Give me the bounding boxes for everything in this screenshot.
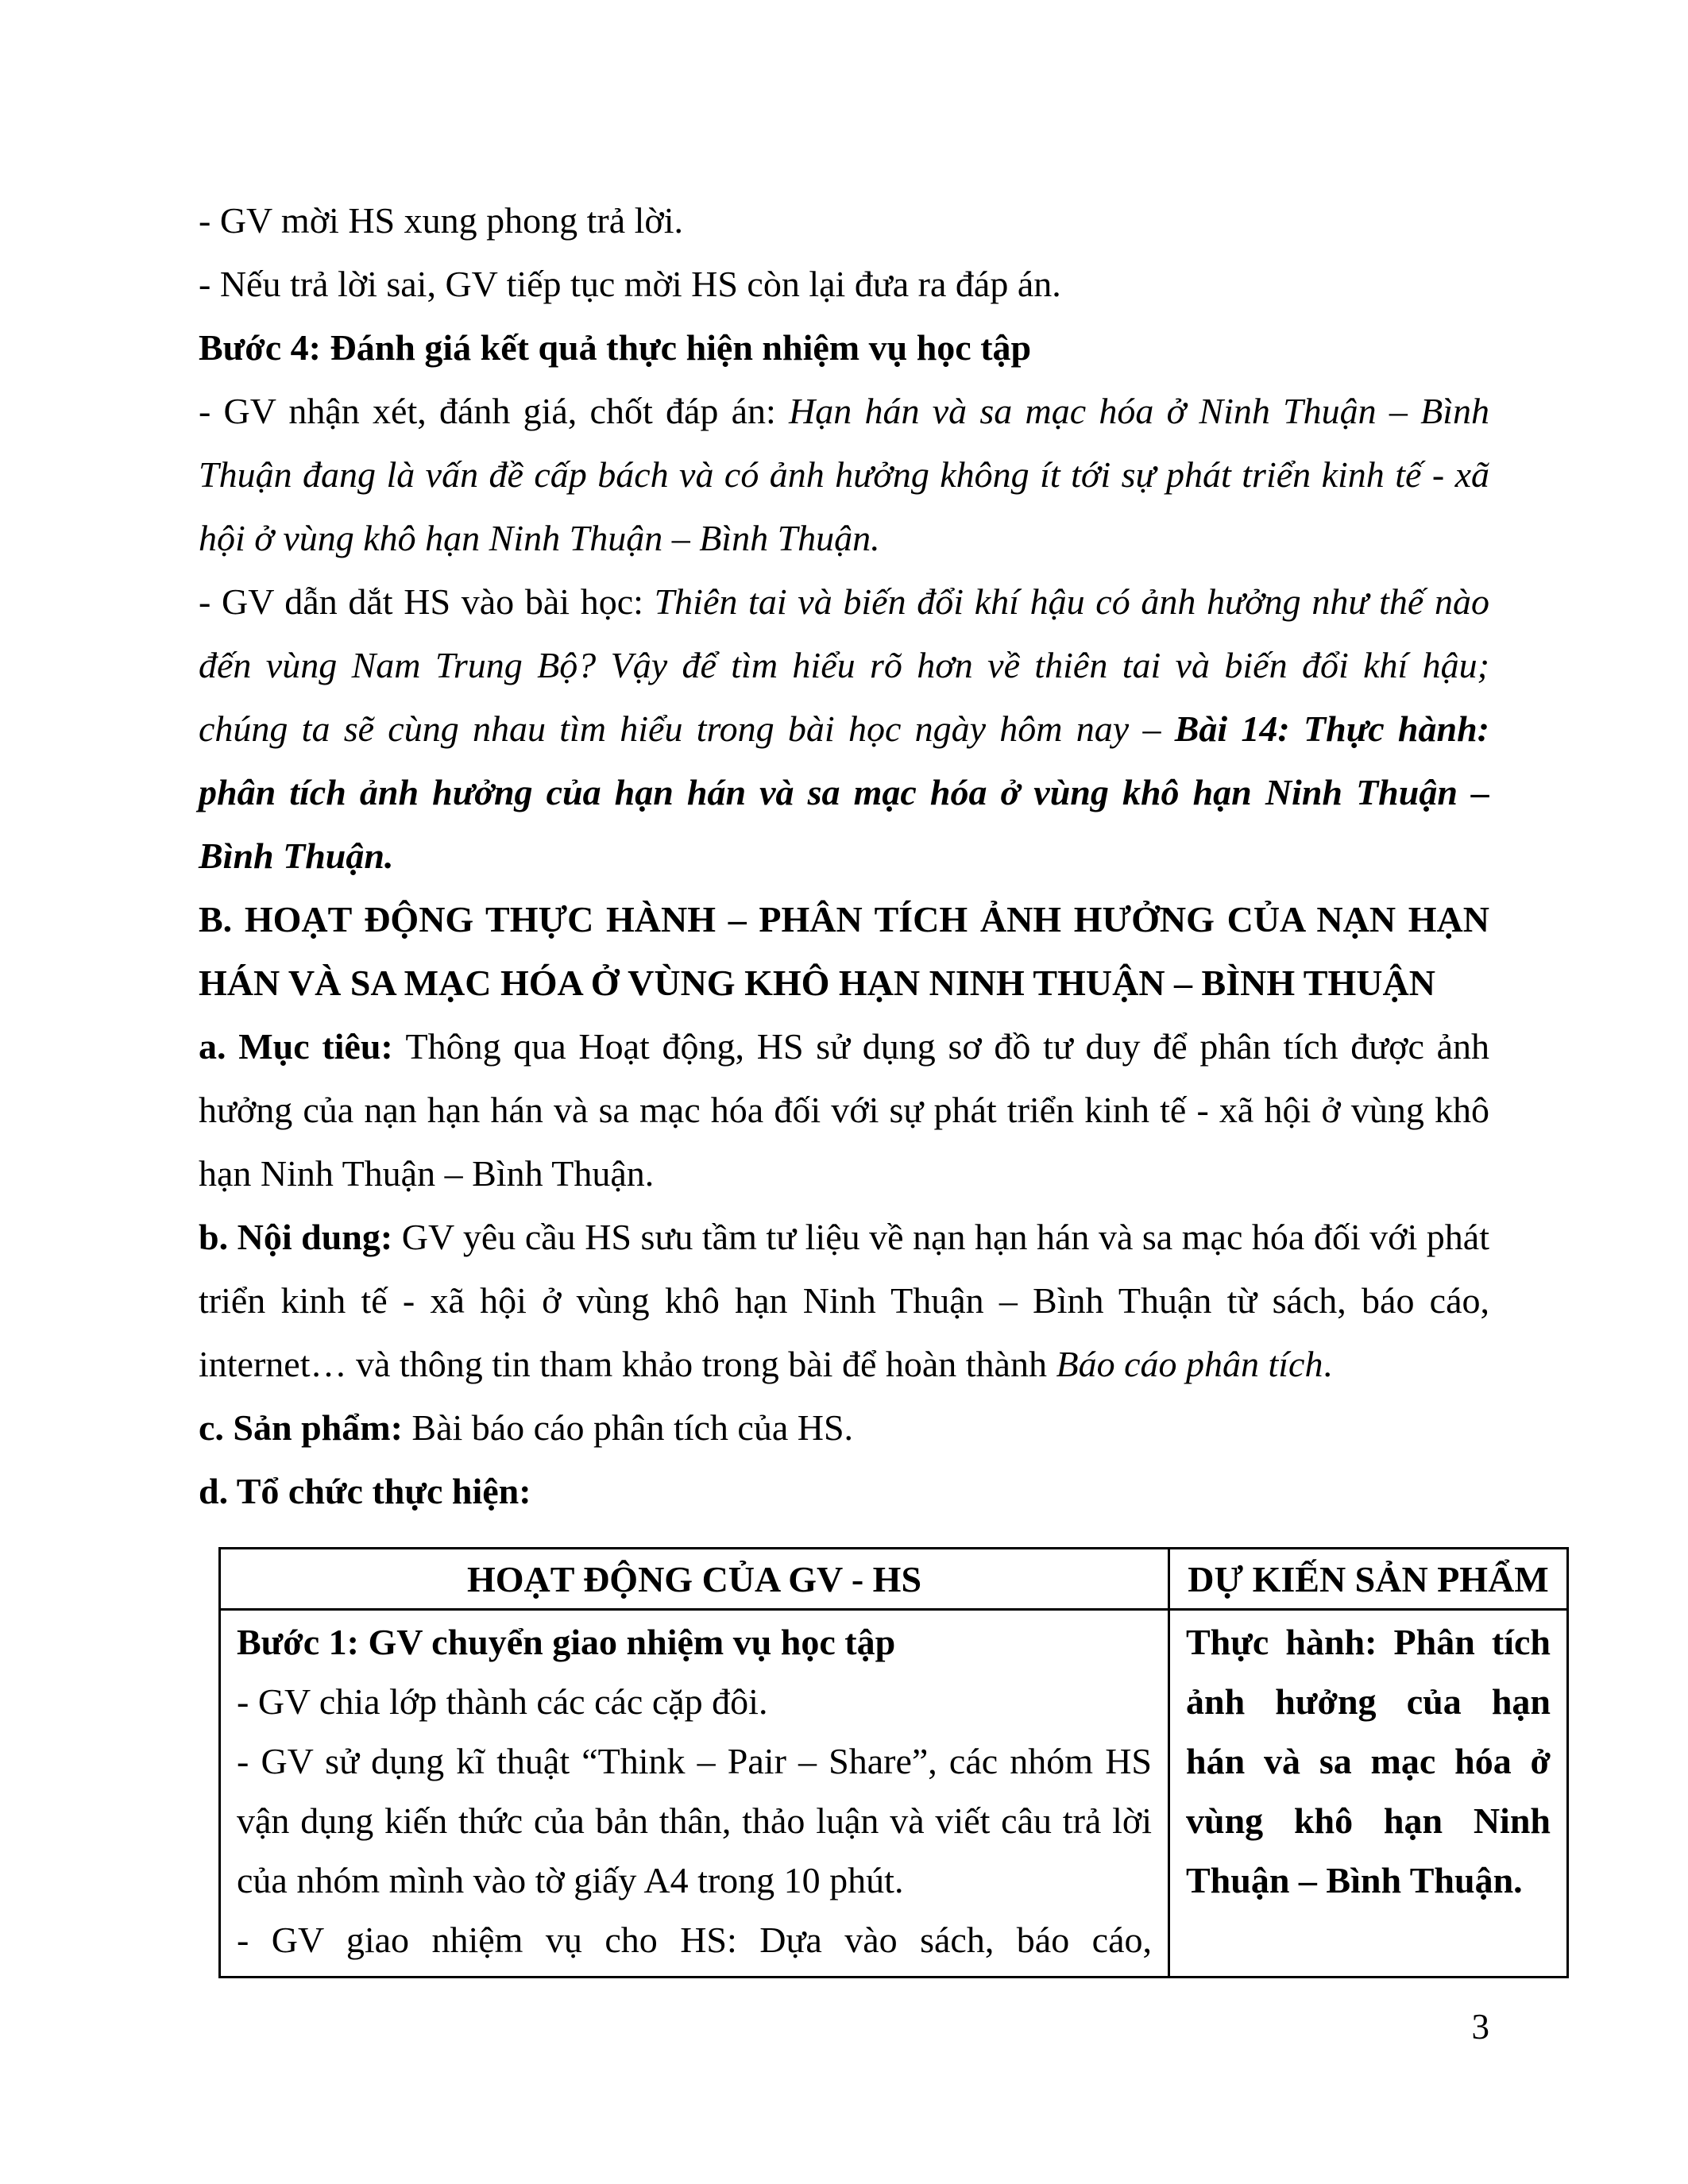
text-segment: - GV nhận xét, đánh giá, chốt đáp án:: [199, 391, 790, 431]
text-segment: - GV giao nhiệm vụ cho HS: Dựa vào sách, báo cáo,: [237, 1920, 1152, 1960]
paragraph: [199, 253, 1489, 316]
text-segment: GV yêu cầu HS sưu tầm tư liệu về nạn hạn hán và sa mạc hóa đối với phát triển kinh tế - xã hội ở vùng khô hạn Ninh Thuận – Bình Thuận từ sách, báo cáo, internet… và thông tin tham khảo trong bài để hoàn thành: [199, 1217, 1489, 1384]
table-header-row: [220, 1549, 1568, 1610]
text-segment: Bài báo cáo phân tích của HS.: [411, 1407, 854, 1448]
paragraph: [199, 1015, 1489, 1206]
text-segment: - GV chia lớp thành các các cặp đôi.: [237, 1681, 768, 1722]
paragraph: [237, 1731, 1152, 1910]
text-segment: Thông qua Hoạt động, HS sử dụng sơ đồ tư duy để phân tích được ảnh hưởng của nạn hạn hán và sa mạc hóa đối với sự phát triển kinh tế - xã hội ở vùng khô hạn Ninh Thuận – Bình Thuận.: [199, 1026, 1489, 1194]
text-segment: d. Tổ chức thực hiện:: [199, 1471, 531, 1511]
table-header-expected-products: DỰ KIẾN SẢN PHẨM: [1169, 1549, 1568, 1610]
table-body-row: [220, 1610, 1568, 1978]
lesson-plan-table: [218, 1547, 1569, 1978]
paragraph: [199, 1460, 1489, 1523]
paragraph: [199, 380, 1489, 570]
page-number: 3: [1471, 2007, 1489, 2047]
table-header-gv-hs-activities: HOẠT ĐỘNG CỦA GV - HS: [220, 1549, 1169, 1610]
table-cell-activities: [220, 1610, 1169, 1978]
paragraph: [237, 1672, 1152, 1731]
text-segment: Bước 4: Đánh giá kết quả thực hiện nhiệm vụ học tập: [199, 327, 1032, 368]
text-segment: Hạn hán và sa mạc hóa ở Ninh Thuận – Bình Thuận đang là vấn đề cấp bách và có ảnh hưởng không ít tới sự phát triển kinh tế - xã hội ở vùng khô hạn Ninh Thuận – Bình Thuận.: [199, 391, 1489, 558]
text-segment: Bước 1: GV chuyển giao nhiệm vụ học tập: [237, 1622, 896, 1662]
document-content: [199, 189, 1551, 1978]
document-body: [199, 189, 1489, 1523]
paragraph: [199, 1396, 1489, 1460]
paragraph: [199, 888, 1489, 1015]
text-segment: .: [1323, 1344, 1332, 1384]
text-segment: B. HOẠT ĐỘNG THỰC HÀNH – PHÂN TÍCH ẢNH HƯỞNG CỦA NẠN HẠN HÁN VÀ SA MẠC HÓA Ở VÙNG KHÔ HẠN NINH THUẬN – BÌNH THUẬN: [199, 899, 1489, 1003]
text-segment: - GV sử dụng kĩ thuật “Think – Pair – Share”, các nhóm HS vận dụng kiến thức của bản thân, thảo luận và viết câu trả lời của nhóm mình vào tờ giấy A4 trong 10 phút.: [237, 1741, 1152, 1900]
paragraph: [199, 316, 1489, 380]
text-segment: Thực hành: Phân tích ảnh hưởng của hạn hán và sa mạc hóa ở vùng khô hạn Ninh Thuận – Bình Thuận.: [1186, 1622, 1551, 1900]
text-segment: - GV mời HS xung phong trả lời.: [199, 200, 684, 241]
paragraph: [199, 1206, 1489, 1396]
paragraph: [237, 1910, 1152, 1970]
text-segment: Báo cáo phân tích: [1056, 1344, 1323, 1384]
text-segment: b. Nội dung:: [199, 1217, 402, 1257]
paragraph: [1186, 1612, 1551, 1910]
paragraph: [199, 189, 1489, 253]
text-segment: Bài 14: Thực hành: phân tích ảnh hưởng của hạn hán và sa mạc hóa ở vùng khô hạn Ninh Thuận – Bình Thuận.: [199, 708, 1489, 876]
text-segment: - GV dẫn dắt HS vào bài học:: [199, 581, 655, 622]
paragraph: [199, 570, 1489, 888]
text-segment: c. Sản phẩm:: [199, 1407, 412, 1448]
text-segment: - Nếu trả lời sai, GV tiếp tục mời HS còn lại đưa ra đáp án.: [199, 264, 1061, 304]
text-segment: Thiên tai và biến đổi khí hậu có ảnh hưởng như thế nào đến vùng Nam Trung Bộ? Vậy để tìm hiểu rõ hơn về thiên tai và biến đổi khí hậu; chúng ta sẽ cùng nhau tìm hiểu trong bài học ngày hôm nay –: [199, 581, 1490, 749]
text-segment: a. Mục tiêu:: [199, 1026, 406, 1067]
table-cell-expected-products: [1169, 1610, 1568, 1978]
paragraph: [237, 1612, 1152, 1672]
